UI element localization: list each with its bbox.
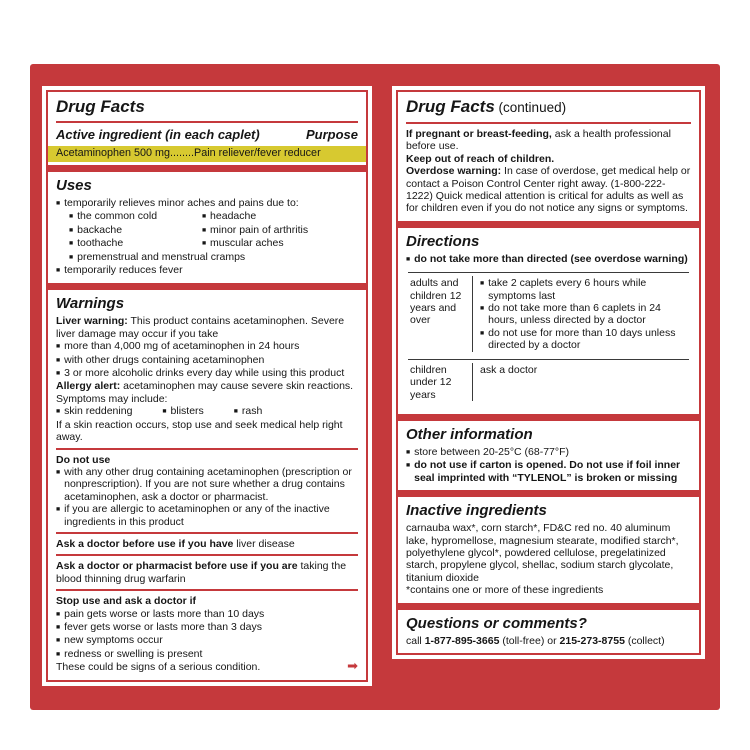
bullet-square-icon: ■ bbox=[69, 240, 74, 248]
text-run: call bbox=[406, 634, 425, 647]
table-row-label: adults and children 12 years and over bbox=[410, 277, 462, 327]
bullet-list bbox=[56, 466, 358, 528]
left-column bbox=[42, 86, 372, 686]
red-rule bbox=[56, 448, 358, 450]
section-title-text: Other information bbox=[406, 425, 533, 443]
bullet-item bbox=[234, 405, 263, 418]
text-run: If pregnant or breast-feeding, bbox=[406, 128, 552, 140]
bullet-text bbox=[488, 277, 689, 302]
bullet-text bbox=[414, 446, 691, 459]
bullet-text bbox=[488, 327, 689, 352]
bullet-text bbox=[64, 621, 358, 634]
text-run: In case of overdose, get medical help or contact a Poison Control Center right away. (1-800-222-1222) Quick medical attention is critical for adults as well as for children even if you do not notice any signs or symptoms. bbox=[406, 165, 691, 215]
bullet-square-icon: ■ bbox=[480, 305, 485, 313]
text-run: liver disease bbox=[233, 537, 295, 550]
label-carton bbox=[30, 64, 720, 710]
bullet-text bbox=[77, 210, 202, 223]
bullet-square-icon: ■ bbox=[406, 255, 411, 263]
bullet-square-icon: ■ bbox=[56, 623, 61, 631]
bullet-text bbox=[488, 302, 689, 327]
text-run: minor pain of arthritis bbox=[210, 223, 309, 236]
bullet-item bbox=[202, 237, 358, 250]
text-run: (collect) bbox=[624, 634, 665, 647]
bullet-list bbox=[56, 608, 358, 662]
bullet-text bbox=[210, 210, 358, 223]
bullet-square-icon: ■ bbox=[56, 267, 61, 275]
paragraph-text bbox=[406, 635, 665, 647]
text-run: headache bbox=[210, 210, 257, 223]
bullet-text bbox=[64, 634, 358, 647]
paragraph bbox=[56, 661, 358, 673]
text-run: carnauba wax*, corn starch*, FD&C red no. 40 aluminum lake, hypromellose, magnesium stearate, modified starch*, polyethylene glycol*, powdered cellulose, pregelatinized starch, propylene glycol, shellac, sodium starch glycolate, titanium dioxide bbox=[406, 522, 679, 584]
bullet-text bbox=[64, 648, 358, 661]
text-run: toothache bbox=[77, 237, 124, 250]
paragraph-text bbox=[56, 454, 110, 466]
heading-right: Purpose bbox=[305, 127, 358, 142]
red-rule bbox=[56, 532, 358, 534]
bullet-item bbox=[56, 466, 358, 503]
bullet-square-icon: ■ bbox=[201, 240, 207, 248]
section-title bbox=[406, 426, 691, 444]
section-title-suffix: (continued) bbox=[494, 100, 567, 115]
bullet-item bbox=[406, 253, 691, 266]
text-run: do not use if carton is opened. Do not use if foil inner seal imprinted with “TYLENOL” is broken or missing bbox=[414, 459, 681, 484]
paragraph bbox=[56, 380, 358, 405]
section-other-information bbox=[398, 421, 699, 490]
text-run: pain gets worse or lasts more than 10 days bbox=[64, 607, 265, 620]
section-title-text: Warnings bbox=[56, 295, 125, 313]
text-run: do not take more than 6 caplets in 24 hours, unless directed by a doctor bbox=[488, 302, 661, 327]
bullet-item bbox=[480, 302, 689, 327]
bullet-square-icon: ■ bbox=[56, 343, 61, 351]
heading-left: Active ingredient (in each caplet) bbox=[56, 127, 260, 142]
bullet-item bbox=[56, 621, 358, 634]
text-run: fever gets worse or lasts more than 3 days bbox=[64, 620, 262, 633]
table-row-label: children under 12 years bbox=[410, 363, 452, 401]
bullet-text bbox=[64, 264, 358, 277]
right-column-sections bbox=[396, 90, 701, 655]
section-questions-or-comments bbox=[398, 610, 699, 653]
bullet-square-icon: ■ bbox=[56, 356, 61, 364]
text-run: rash bbox=[241, 405, 263, 418]
text-run: do not use for more than 10 days unless directed by a doctor bbox=[488, 326, 676, 352]
section-title-text: Inactive ingredients bbox=[406, 502, 547, 520]
paragraph-text bbox=[56, 538, 295, 550]
bullet-square-icon: ■ bbox=[406, 448, 411, 456]
text-run: temporarily relieves minor aches and pains due to: bbox=[64, 197, 299, 209]
bullet-item bbox=[406, 446, 691, 459]
bullet-text bbox=[77, 224, 202, 237]
bullet-square-icon: ■ bbox=[480, 280, 485, 288]
bullet-text bbox=[414, 253, 691, 266]
bullet-text bbox=[77, 251, 358, 264]
bullet-square-icon: ■ bbox=[56, 637, 61, 645]
left-column-sections bbox=[46, 90, 368, 682]
text-run: Liver warning: bbox=[56, 315, 128, 328]
text-run: Ask a doctor before use if you have bbox=[56, 537, 234, 550]
bullet-item bbox=[56, 405, 132, 418]
bullet-list bbox=[56, 340, 358, 380]
text-run: the common cold bbox=[77, 210, 158, 223]
bullet-item bbox=[202, 210, 358, 223]
text-run: 3 or more alcoholic drinks every day while using this product bbox=[64, 367, 345, 380]
bullet-item bbox=[56, 503, 358, 528]
bullet-text bbox=[414, 459, 691, 484]
bullet-text bbox=[210, 224, 358, 237]
section-drug-facts bbox=[48, 92, 366, 165]
red-rule bbox=[56, 589, 358, 591]
paragraph-text bbox=[56, 419, 343, 443]
text-run: store between 20-25°C (68-77°F) bbox=[414, 445, 569, 458]
section-title-text: Drug Facts bbox=[56, 97, 145, 116]
bullet-text bbox=[210, 237, 358, 250]
text-run: skin reddening bbox=[64, 405, 133, 418]
bullet-text bbox=[64, 197, 358, 210]
bullet-square-icon: ■ bbox=[56, 408, 61, 416]
bullet-list bbox=[56, 264, 358, 277]
bullet-text bbox=[64, 608, 358, 621]
bullet-item bbox=[480, 327, 689, 352]
section-uses bbox=[48, 172, 366, 283]
right-column bbox=[392, 86, 705, 659]
paragraph-text bbox=[406, 584, 603, 596]
bullet-text bbox=[64, 354, 358, 367]
bullet-text bbox=[64, 503, 358, 528]
bullet-square-icon: ■ bbox=[69, 253, 74, 261]
text-run: premenstrual and menstrual cramps bbox=[77, 250, 246, 263]
text-run: take 2 caplets every 6 hours while symptoms last bbox=[488, 277, 647, 302]
bullet-item bbox=[56, 648, 358, 661]
text-run: blisters bbox=[170, 405, 204, 418]
bullet-item bbox=[202, 224, 358, 237]
text-run: 1-877-895-3665 bbox=[424, 634, 500, 647]
bullet-text bbox=[64, 367, 358, 380]
text-run: Stop use and ask a doctor if bbox=[56, 595, 197, 608]
bullet-list bbox=[480, 277, 689, 351]
text-run: temporarily reduces fever bbox=[64, 264, 183, 277]
text-run: new symptoms occur bbox=[64, 634, 163, 647]
text-run: These could be signs of a serious condition. bbox=[56, 661, 261, 674]
bullet-list bbox=[406, 446, 691, 484]
section-title bbox=[56, 295, 358, 313]
bullet-square-icon: ■ bbox=[201, 213, 207, 221]
paragraph-text bbox=[56, 595, 196, 607]
bullet-item bbox=[56, 367, 358, 380]
bullet-square-icon: ■ bbox=[56, 506, 61, 514]
bullet-item bbox=[56, 608, 358, 621]
text-run: Ask a doctor or pharmacist before use if you are bbox=[56, 560, 298, 573]
text-run: backache bbox=[77, 223, 123, 236]
text-run: if you are allergic to acetaminophen or any of the inactive ingredients in this product bbox=[64, 503, 330, 528]
section-title bbox=[406, 615, 691, 633]
paragraph bbox=[56, 538, 358, 550]
section-title bbox=[56, 97, 358, 117]
bullet-item bbox=[480, 277, 689, 302]
paragraph bbox=[56, 454, 358, 466]
text-run: redness or swelling is present bbox=[64, 647, 203, 660]
text-run: muscular aches bbox=[210, 237, 284, 250]
bullet-square-icon: ■ bbox=[56, 370, 61, 378]
bullet-item bbox=[69, 251, 358, 264]
bullet-text bbox=[242, 405, 262, 418]
two-col-heading bbox=[56, 127, 358, 143]
table-row-content bbox=[472, 363, 689, 401]
paragraph-text bbox=[56, 380, 353, 404]
text-run: (toll-free) or bbox=[499, 634, 560, 647]
red-rule bbox=[56, 121, 358, 123]
section-title-text: Directions bbox=[406, 232, 480, 250]
paragraph-text bbox=[406, 128, 671, 152]
section-title-text: Drug Facts bbox=[406, 97, 495, 116]
paragraph bbox=[406, 584, 691, 596]
text-run: *contains one or more of these ingredients bbox=[406, 584, 604, 597]
paragraph bbox=[406, 522, 691, 584]
highlighted-ingredient-row: Acetaminophen 500 mg........Pain reliever/fever reducer bbox=[48, 146, 366, 162]
section-warnings bbox=[48, 290, 366, 679]
section-title-text: Questions or comments? bbox=[406, 614, 587, 632]
bullet-square-icon: ■ bbox=[69, 213, 74, 221]
paragraph bbox=[56, 419, 358, 444]
section-drug-facts-continued bbox=[398, 92, 699, 221]
bullet-square-icon: ■ bbox=[56, 468, 61, 476]
bullet-item bbox=[406, 459, 691, 484]
bullet-list bbox=[56, 251, 358, 264]
bullet-item bbox=[69, 237, 202, 250]
bullet-item bbox=[69, 210, 202, 223]
bullet-item bbox=[56, 197, 358, 210]
table-row bbox=[408, 273, 689, 358]
section-title bbox=[56, 177, 358, 195]
paragraph-text bbox=[406, 165, 690, 214]
text-run: with any other drug containing acetaminophen (prescription or nonprescription). If you are not sure whether a drug contains acetaminophen, ask a doctor or pharmacist. bbox=[64, 465, 352, 503]
bullet-list bbox=[406, 253, 691, 266]
bullet-item bbox=[56, 354, 358, 367]
directions-table bbox=[408, 272, 689, 408]
continue-arrow-icon: ➡ bbox=[347, 659, 358, 675]
paragraph bbox=[56, 560, 358, 585]
paragraph bbox=[406, 153, 691, 165]
bullet-square-icon: ■ bbox=[69, 226, 74, 234]
text-run: do not take more than directed (see overdose warning) bbox=[414, 252, 688, 265]
text-run: If a skin reaction occurs, stop use and seek medical help right away. bbox=[56, 418, 343, 444]
table-cell-text: ask a doctor bbox=[480, 363, 538, 376]
paragraph bbox=[406, 165, 691, 215]
section-title-text: Uses bbox=[56, 177, 92, 194]
bullet-item bbox=[56, 340, 358, 353]
text-run: 215-273-8755 bbox=[559, 634, 625, 647]
text-run: more than 4,000 mg of acetaminophen in 24 hours bbox=[64, 340, 300, 353]
text-run: Keep out of reach of children. bbox=[406, 152, 555, 165]
bullet-square-icon: ■ bbox=[233, 408, 238, 416]
text-run: This product contains acetaminophen. Severe liver damage may occur if you take bbox=[56, 315, 345, 340]
paragraph-text bbox=[56, 661, 260, 673]
text-run: with other drugs containing acetaminophen bbox=[64, 353, 265, 366]
paragraph bbox=[406, 128, 691, 153]
section-title bbox=[406, 233, 691, 251]
bullet-item bbox=[56, 634, 358, 647]
bullet-item bbox=[69, 224, 202, 237]
inline-bullet-list bbox=[56, 405, 358, 418]
bullet-text bbox=[64, 466, 358, 503]
red-rule bbox=[406, 122, 691, 124]
bullet-text bbox=[64, 405, 132, 418]
text-run: Allergy alert: bbox=[56, 380, 121, 393]
bullet-square-icon: ■ bbox=[56, 650, 61, 658]
bullet-text bbox=[64, 340, 358, 353]
bullet-list bbox=[56, 197, 358, 210]
text-run: ask a health professional before use. bbox=[406, 128, 671, 153]
table-row-content bbox=[472, 276, 689, 351]
bullet-grid bbox=[69, 210, 358, 250]
text-run: Do not use bbox=[56, 453, 111, 466]
bullet-square-icon: ■ bbox=[480, 329, 485, 337]
section-title bbox=[406, 502, 691, 520]
section-directions bbox=[398, 228, 699, 414]
bullet-text bbox=[77, 237, 202, 250]
bullet-square-icon: ■ bbox=[406, 462, 411, 470]
paragraph bbox=[56, 595, 358, 607]
section-title bbox=[406, 97, 691, 118]
paragraph-text bbox=[406, 522, 679, 584]
paragraph-text bbox=[56, 315, 344, 339]
red-rule bbox=[56, 554, 358, 556]
paragraph-text bbox=[406, 153, 554, 165]
section-inactive-ingredients bbox=[398, 497, 699, 602]
bullet-item bbox=[56, 264, 358, 277]
bullet-square-icon: ■ bbox=[56, 610, 61, 618]
bullet-item bbox=[162, 405, 203, 418]
paragraph bbox=[406, 635, 691, 647]
text-run: Overdose warning: bbox=[406, 165, 502, 178]
bullet-text bbox=[171, 405, 204, 418]
text-run: taking the blood thinning drug warfarin bbox=[56, 560, 347, 585]
bullet-square-icon: ■ bbox=[56, 200, 61, 207]
paragraph-text bbox=[56, 560, 346, 584]
bullet-square-icon: ■ bbox=[162, 408, 167, 416]
text-run: acetaminophen may cause severe skin reactions. Symptoms may include: bbox=[56, 380, 354, 405]
paragraph bbox=[56, 315, 358, 340]
table-row bbox=[408, 359, 689, 408]
bullet-square-icon: ■ bbox=[201, 226, 207, 234]
